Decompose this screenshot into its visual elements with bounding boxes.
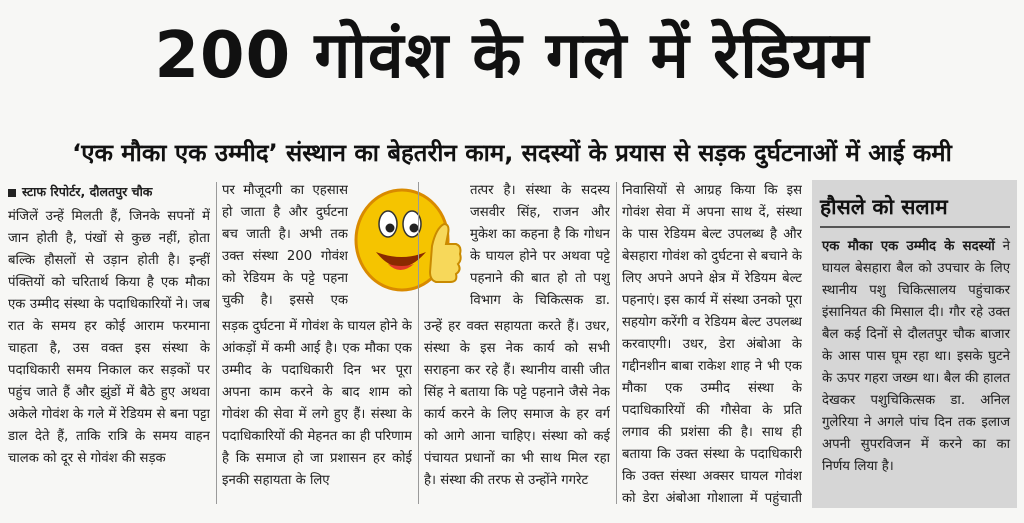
column-3-bottom-text: उन्हें हर वक्त सहायता करते हैं। उधर, संस्था के इस नेक कार्य को सभी सराहना कर रहे हैं। स्थानीय वासी जीत सिंह ने बताया कि पट्टे पहनाने जैसे नेक कार्य करने के लिए समाज के हर वर्ग को आगे आना चाहिए। संस्था को कई पंचायत प्रधानों का भी साथ मिल रहा है। संस्था की तरफ से उन्होंने गगरेट [424,319,610,488]
thumbs-up-smiley-icon [352,184,464,300]
sidebar-text [822,236,1010,478]
sidebar-lead: एक मौका एक उम्मीद के सदस्यों [822,239,995,254]
byline [8,182,210,202]
column-1-text: मंजिलें उन्हें मिलती हैं, जिनके सपनों में जान होती है, पंखों से कुछ नहीं, होता बल्कि हौसलों से उड़ान होती है। इन्हीं पंक्तियों को चरितार्थ किया है एक मौका एक उम्मीद संस्था के पदाधिकारियों ने। जब रात के समय हर कोई आराम फरमाना चाहता है, उस वक्त इस संस्था के पदाधिकारी समय निकाल कर सड़कों पर पहुंच जाते हैं और झुंडों में बैठे हुए अथवा अकेले गोवंश के गले में रेडियम से बना पट्टा डाल देते हैं, ताकि रात्रि के समय वाहन चालक को दूर से गोवंश की सड़क [8,209,210,466]
column-2-top-text: पर मौजूदगी का एहसास हो जाता है और दुर्घटना बच जाती है। अभी तक उक्त संस्था 200 गोवंश को रेडियम के पट्टे पहना चुकी है। इससे एक [222,183,348,308]
article-column-4 [622,180,802,510]
sidebar-title: हौसले को सलाम [820,190,1010,228]
article-column-1 [8,182,210,508]
article-column-3-top [470,180,610,312]
column-2-bottom-text: सड़क दुर्घटना में गोवंश के घायल होने के आंकड़ों में कमी आई है। एक मौका एक उम्मीद के पदाधिकारी दिन भर पूरा अपना काम करने के बाद शाम को गोवंश की सेवा में लगे हुए हैं। संस्था के पदाधिकारियों की मेहनत का ही परिणाम है कि समाज हो जा प्रशासन हर कोई इनकी सहायता के लिए [222,319,412,488]
column-4-text: निवासियों से आग्रह किया कि इस गोवंश सेवा में अपना साथ दें, संस्था के पास रेडियम बेल्ट उपलब्ध है और बेसहारा गोवंश को दुर्घटना से बचाने के लिए अपने अपने क्षेत्र में रेडियम बेल्ट पहनाएं। इस कार्य में संस्था उनको पूरा सहयोग करेंगी व रेडियम बेल्ट उपलब्ध करवाएगी। उधर, डेरा अंबोआ के गद्दीनशीन बाबा राकेश शाह ने भी एक मौका एक उम्मीद संस्था के पदाधिकारियों की गौसेवा के प्रति लगाव की प्रशंसा की है। साथ ही बताया कि उक्त संस्था के पदाधिकारी कि उक्त संस्था अक्सर घायल गोवंश को डेरा अंबोआ गोशाला में पहुंचाती [622,183,802,506]
byline-bullet [8,189,16,197]
column-rule-2 [418,182,419,504]
sidebar-body: ने घायल बेसहारा बैल को उपचार के लिए स्थानीय पशु चिकित्सालय पहुंचाकर इंसानियत की मिसाल दी। गौर रहे उक्त बैल कई दिनों से दौलतपुर चौक बाजार के आस पास घूम रहा था। इसके घुटने के ऊपर गहरा जख्म था। बैल की हालत देखकर पशुचिकित्सक डा. अनिल गुलेरिया ने अगले पांच दिन तक इलाज अपनी सुपरविजन में करने का का निर्णय लिया है। [822,239,1010,474]
column-rule-1 [216,182,217,504]
subheadline: ‘एक मौका एक उम्मीद’ संस्थान का बेहतरीन काम, सदस्यों के प्रयास से सड़क दुर्घटनाओं में आई कमी [72,139,952,167]
headline: 200 गोवंश के गले में रेडियम [154,19,870,93]
byline-text: स्टाफ रिपोर्टर, दौलतपुर चौक [22,184,153,199]
column-rule-3 [616,182,617,504]
article-column-3-bottom [424,316,610,510]
article-column-2-top [222,180,348,312]
column-3-top-text: तत्पर है। संस्था के सदस्य जसवीर सिंह, राजन और मुकेश का कहना है कि गोधन के घायल होने पर अथवा पट्टे पहनाने की बात हो तो पशु विभाग के चिकित्सक डा. [470,183,610,308]
article-column-2-bottom [222,316,412,510]
